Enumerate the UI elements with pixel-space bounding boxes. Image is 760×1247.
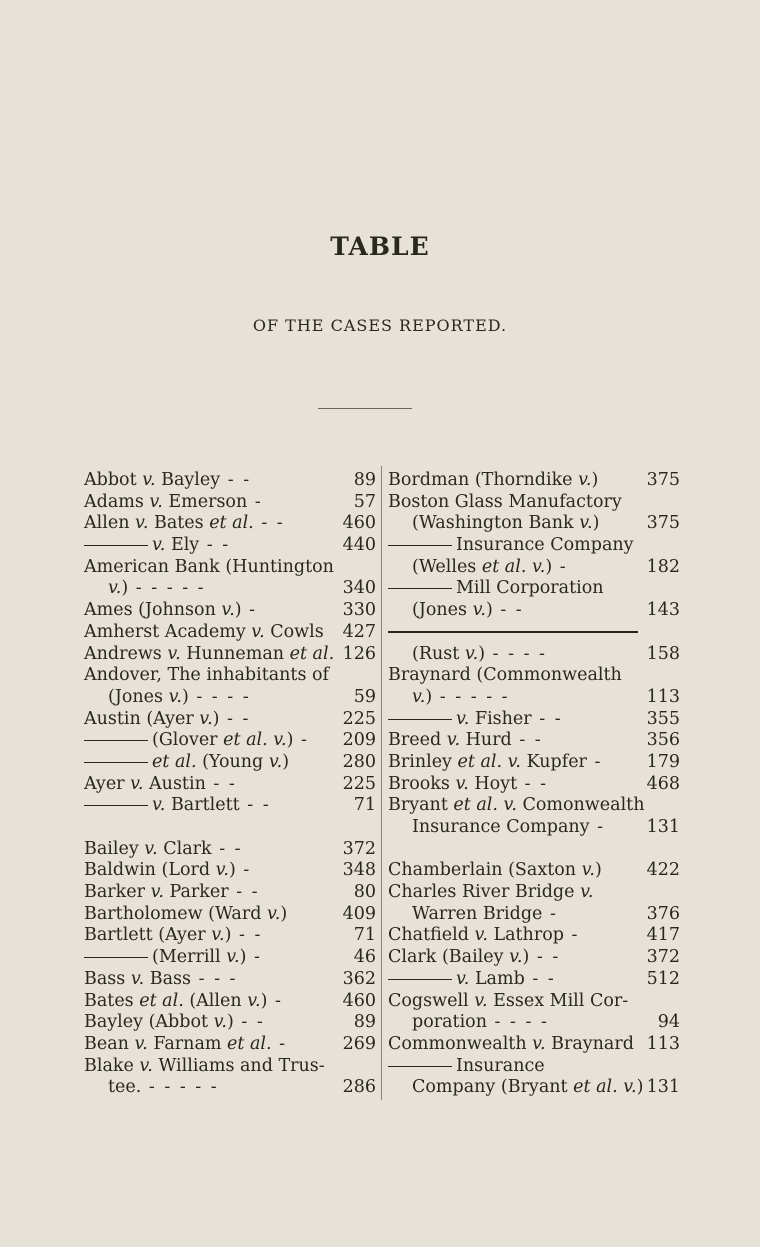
index-entry xyxy=(84,925,376,947)
entry-text: (Jones v.) - - xyxy=(412,600,524,621)
ditto-dash xyxy=(84,957,148,958)
index-entry xyxy=(388,1056,680,1078)
entry-text: (Glover et al. v.) - xyxy=(84,730,309,752)
leader-dashes: - - xyxy=(233,1012,265,1033)
page-number: 143 xyxy=(646,600,680,621)
page-number: 126 xyxy=(342,643,376,664)
entry-text: Mill Corporation xyxy=(388,578,604,600)
leader-dashes: - xyxy=(271,1033,288,1054)
title-rule xyxy=(318,408,412,409)
entry-text: Andrews v. Hunneman et al. xyxy=(84,643,335,664)
page-number: 355 xyxy=(646,708,680,729)
entry-text: et al. (Young v.) xyxy=(84,752,289,774)
entry-text: Braynard (Commonwealth xyxy=(388,665,622,686)
page-number: 409 xyxy=(342,903,376,924)
page-number: 131 xyxy=(646,1077,680,1098)
index-entry xyxy=(388,925,680,947)
index-entry xyxy=(84,622,376,644)
leader-dashes: - xyxy=(293,730,309,751)
entry-text: Baldwin (Lord v.) - xyxy=(84,860,252,881)
entry-text: Adams v. Emerson - xyxy=(84,491,263,512)
entry-text: Boston Glass Manufactory xyxy=(388,491,622,512)
entry-text: Amherst Academy v. Cowls xyxy=(84,621,324,642)
index-entry xyxy=(84,774,376,796)
entry-text: v. Bartlett - - xyxy=(84,795,271,817)
page-number: 362 xyxy=(342,968,376,989)
index-entry xyxy=(84,492,376,514)
entry-text: Company (Bryant et al. v.) xyxy=(412,1077,644,1098)
entry-text: Insurance Company xyxy=(388,535,634,557)
index-entry xyxy=(84,687,376,709)
entry-text: (Merrill v.) - xyxy=(84,947,262,969)
index-entry xyxy=(388,513,680,535)
leader-dashes: - xyxy=(247,491,263,512)
index-entry xyxy=(84,839,376,861)
section-gap xyxy=(84,817,376,839)
index-entry xyxy=(388,644,680,666)
leader-dashes: - - xyxy=(253,513,285,534)
page-number: 225 xyxy=(342,773,376,794)
page-number: 94 xyxy=(657,1012,680,1033)
leader-dashes: - - xyxy=(211,838,243,859)
index-entry xyxy=(84,947,376,969)
ditto-dash xyxy=(388,979,452,980)
entry-text: Bailey v. Clark - - xyxy=(84,838,243,859)
leader-dashes: - - - - xyxy=(486,1012,549,1033)
entry-text: Commonwealth v. Braynard xyxy=(388,1033,634,1054)
index-entry xyxy=(84,665,376,687)
leader-dashes: - - xyxy=(531,708,563,729)
ditto-dash xyxy=(84,740,148,741)
leader-dashes: - xyxy=(563,925,580,946)
entry-text: Chamberlain (Saxton v.) xyxy=(388,860,602,881)
page-number: 113 xyxy=(646,686,680,707)
page-number: 280 xyxy=(342,751,376,772)
index-entry xyxy=(388,1034,680,1056)
index-entry xyxy=(84,752,376,774)
index-entry xyxy=(388,730,680,752)
index-entry xyxy=(84,904,376,926)
leader-dashes: - xyxy=(235,860,252,881)
entry-text: Clark (Bailey v.) - - xyxy=(388,947,561,968)
entry-text: (Rust v.) - - - - xyxy=(412,643,547,664)
leader-dashes: - - - xyxy=(191,968,238,989)
index-entry xyxy=(388,578,680,600)
page-number: 512 xyxy=(646,968,680,989)
entry-text: Blake v. Williams and Trus- xyxy=(84,1055,325,1076)
right-column xyxy=(388,470,680,1099)
index-entry xyxy=(388,687,680,709)
index-entry xyxy=(84,860,376,882)
leader-dashes: - - - - xyxy=(188,686,251,707)
page-number: 286 xyxy=(342,1077,376,1098)
index-entry xyxy=(84,557,376,579)
index-entry xyxy=(388,492,680,514)
entry-text: Bordman (Thorndike v.) xyxy=(388,470,599,490)
index-entry xyxy=(388,860,680,882)
index-entry xyxy=(84,991,376,1013)
entry-text: Bean v. Farnam et al. - xyxy=(84,1033,288,1054)
leader-dashes: - xyxy=(267,990,283,1011)
index-entry xyxy=(388,557,680,579)
section-gap xyxy=(388,839,680,861)
entry-text: Bartholomew (Ward v.) xyxy=(84,903,288,924)
index-entry xyxy=(84,1034,376,1056)
index-entry xyxy=(84,795,376,817)
entry-text: Charles River Bridge v. xyxy=(388,882,594,903)
leader-dashes: - - xyxy=(524,968,556,989)
entry-text: Cogswell v. Essex Mill Cor- xyxy=(388,990,629,1011)
index-entry xyxy=(388,535,680,557)
index-entry xyxy=(388,882,680,904)
entry-text xyxy=(388,622,642,644)
page-number: 46 xyxy=(353,947,376,968)
page-number: 375 xyxy=(646,470,680,490)
page-number: 269 xyxy=(342,1033,376,1054)
leader-dashes: - - xyxy=(231,925,263,946)
page-number: 468 xyxy=(646,773,680,794)
leader-dashes: - - xyxy=(511,730,543,751)
page-number: 179 xyxy=(646,751,680,772)
leader-dashes: - xyxy=(241,600,258,621)
entry-text: Brooks v. Hoyt - - xyxy=(388,773,549,794)
ditto-dash xyxy=(388,631,638,633)
page-number: 158 xyxy=(646,643,680,664)
index-entry xyxy=(388,622,680,644)
entry-text: tee. - - - - - xyxy=(108,1077,219,1098)
page-subtitle: OF THE CASES REPORTED. xyxy=(252,316,508,335)
entry-text: Ames (Johnson v.) - xyxy=(84,600,258,621)
index-entry xyxy=(84,1012,376,1034)
page-number: 89 xyxy=(353,1012,376,1033)
entry-text: Bates et al. (Allen v.) - xyxy=(84,990,283,1011)
entry-text: Breed v. Hurd - - xyxy=(388,730,543,751)
index-entry xyxy=(84,1056,376,1078)
entry-text: Brinley et al. v. Kupfer - xyxy=(388,751,603,772)
index-entry xyxy=(84,969,376,991)
page-number: 348 xyxy=(342,860,376,881)
entry-text: v.) - - - - - xyxy=(412,686,510,707)
leader-dashes: - - xyxy=(239,795,271,816)
leader-dashes: - - - - - xyxy=(128,578,206,599)
index-entry xyxy=(388,795,680,817)
page-number: 59 xyxy=(353,686,376,707)
index-entry xyxy=(388,817,680,839)
entry-text: (Washington Bank v.) xyxy=(412,513,600,534)
leader-dashes: - xyxy=(246,947,262,968)
leader-dashes: - xyxy=(542,903,558,924)
entry-text: v. Lamb - - xyxy=(388,969,556,991)
entry-text: v. Ely - - xyxy=(84,535,230,557)
index-entry xyxy=(388,947,680,969)
page-number: 71 xyxy=(353,795,376,816)
entry-text: v. Fisher - - xyxy=(388,709,563,731)
entry-text: Insurance xyxy=(388,1056,545,1078)
leader-dashes: - - xyxy=(228,882,260,903)
entry-text: Warren Bridge - xyxy=(412,903,558,924)
index-entry xyxy=(84,578,376,600)
index-entry xyxy=(84,882,376,904)
entry-text: Ayer v. Austin - - xyxy=(84,773,237,794)
ditto-dash xyxy=(84,805,148,806)
leader-dashes: - - xyxy=(529,947,561,968)
entry-text: (Welles et al. v.) - xyxy=(412,556,568,577)
index-entry xyxy=(388,1077,680,1099)
leader-dashes: - xyxy=(552,556,568,577)
page-number: 356 xyxy=(646,730,680,751)
index-entry xyxy=(388,470,680,492)
entry-text: Bayley (Abbot v.) - - xyxy=(84,1012,265,1033)
entry-text: Insurance Company - xyxy=(412,817,606,837)
page-number: 417 xyxy=(646,925,680,946)
page-number: 80 xyxy=(353,882,376,903)
column-divider xyxy=(381,466,382,1100)
page-number: 113 xyxy=(646,1033,680,1054)
leader-dashes: - - xyxy=(205,773,237,794)
entry-text: poration - - - - xyxy=(412,1012,549,1033)
page-number: 460 xyxy=(342,513,376,534)
page-number: 372 xyxy=(646,947,680,968)
page-number: 422 xyxy=(646,860,680,881)
index-entry xyxy=(84,730,376,752)
index-entry xyxy=(388,991,680,1013)
index-entry xyxy=(388,969,680,991)
index-entry xyxy=(84,1077,376,1099)
ditto-dash xyxy=(388,719,452,720)
page-number: 375 xyxy=(646,513,680,534)
entry-text: Chatfield v. Lathrop - xyxy=(388,925,580,946)
page-number: 209 xyxy=(342,730,376,751)
index-entry xyxy=(84,644,376,666)
ditto-dash xyxy=(84,545,148,546)
leader-dashes: - - xyxy=(492,600,524,621)
ditto-dash xyxy=(388,545,452,546)
page-title: TABLE xyxy=(330,232,430,261)
index-entry xyxy=(388,1012,680,1034)
page-number: 440 xyxy=(342,535,376,556)
entry-text: Allen v. Bates et al. - - xyxy=(84,513,285,534)
index-entry xyxy=(388,904,680,926)
page-number: 427 xyxy=(342,621,376,642)
entry-text: Bass v. Bass - - - xyxy=(84,968,238,989)
page-number: 57 xyxy=(353,491,376,512)
ditto-dash xyxy=(84,762,148,763)
page-number: 71 xyxy=(353,925,376,946)
entry-text: v.) - - - - - xyxy=(108,578,206,599)
index-entry xyxy=(84,709,376,731)
page-number: 182 xyxy=(646,556,680,577)
entry-text: Barker v. Parker - - xyxy=(84,882,260,903)
page-number: 460 xyxy=(342,990,376,1011)
leader-dashes: - xyxy=(586,751,603,772)
leader-dashes: - - xyxy=(517,773,549,794)
entry-text: (Jones v.) - - - - xyxy=(108,686,251,707)
index-entry xyxy=(388,665,680,687)
leader-dashes: - - xyxy=(199,535,231,556)
entry-text: Bartlett (Ayer v.) - - xyxy=(84,925,263,946)
page-number: 376 xyxy=(646,903,680,924)
leader-dashes: - - - - - xyxy=(432,686,510,707)
entry-text: Abbot v. Bayley - - xyxy=(84,470,252,490)
index-entry xyxy=(84,535,376,557)
entry-text: Bryant et al. v. Comonwealth xyxy=(388,795,645,816)
leader-dashes: - xyxy=(589,817,606,837)
left-column xyxy=(84,470,376,1099)
page-number: 89 xyxy=(353,470,376,490)
index-entry xyxy=(388,774,680,796)
ditto-dash xyxy=(388,1066,452,1067)
page-number: 330 xyxy=(342,600,376,621)
leader-dashes: - - - - xyxy=(485,643,547,664)
page-number: 372 xyxy=(342,838,376,859)
index-entry xyxy=(388,752,680,774)
page-number: 131 xyxy=(646,817,680,837)
index-entry xyxy=(84,513,376,535)
page-number: 340 xyxy=(342,578,376,599)
index-entry xyxy=(388,709,680,731)
entry-text: Austin (Ayer v.) - - xyxy=(84,708,251,729)
entry-text: Andover, The inhabitants of xyxy=(84,665,330,686)
index-entry xyxy=(84,600,376,622)
ditto-dash xyxy=(388,588,452,589)
leader-dashes: - - xyxy=(219,708,251,729)
page-number: 225 xyxy=(342,708,376,729)
index-entry xyxy=(84,470,376,492)
entry-text: American Bank (Huntington xyxy=(84,556,334,577)
index-entry xyxy=(388,600,680,622)
leader-dashes: - - - - - xyxy=(141,1077,219,1098)
leader-dashes: - - xyxy=(220,470,252,490)
